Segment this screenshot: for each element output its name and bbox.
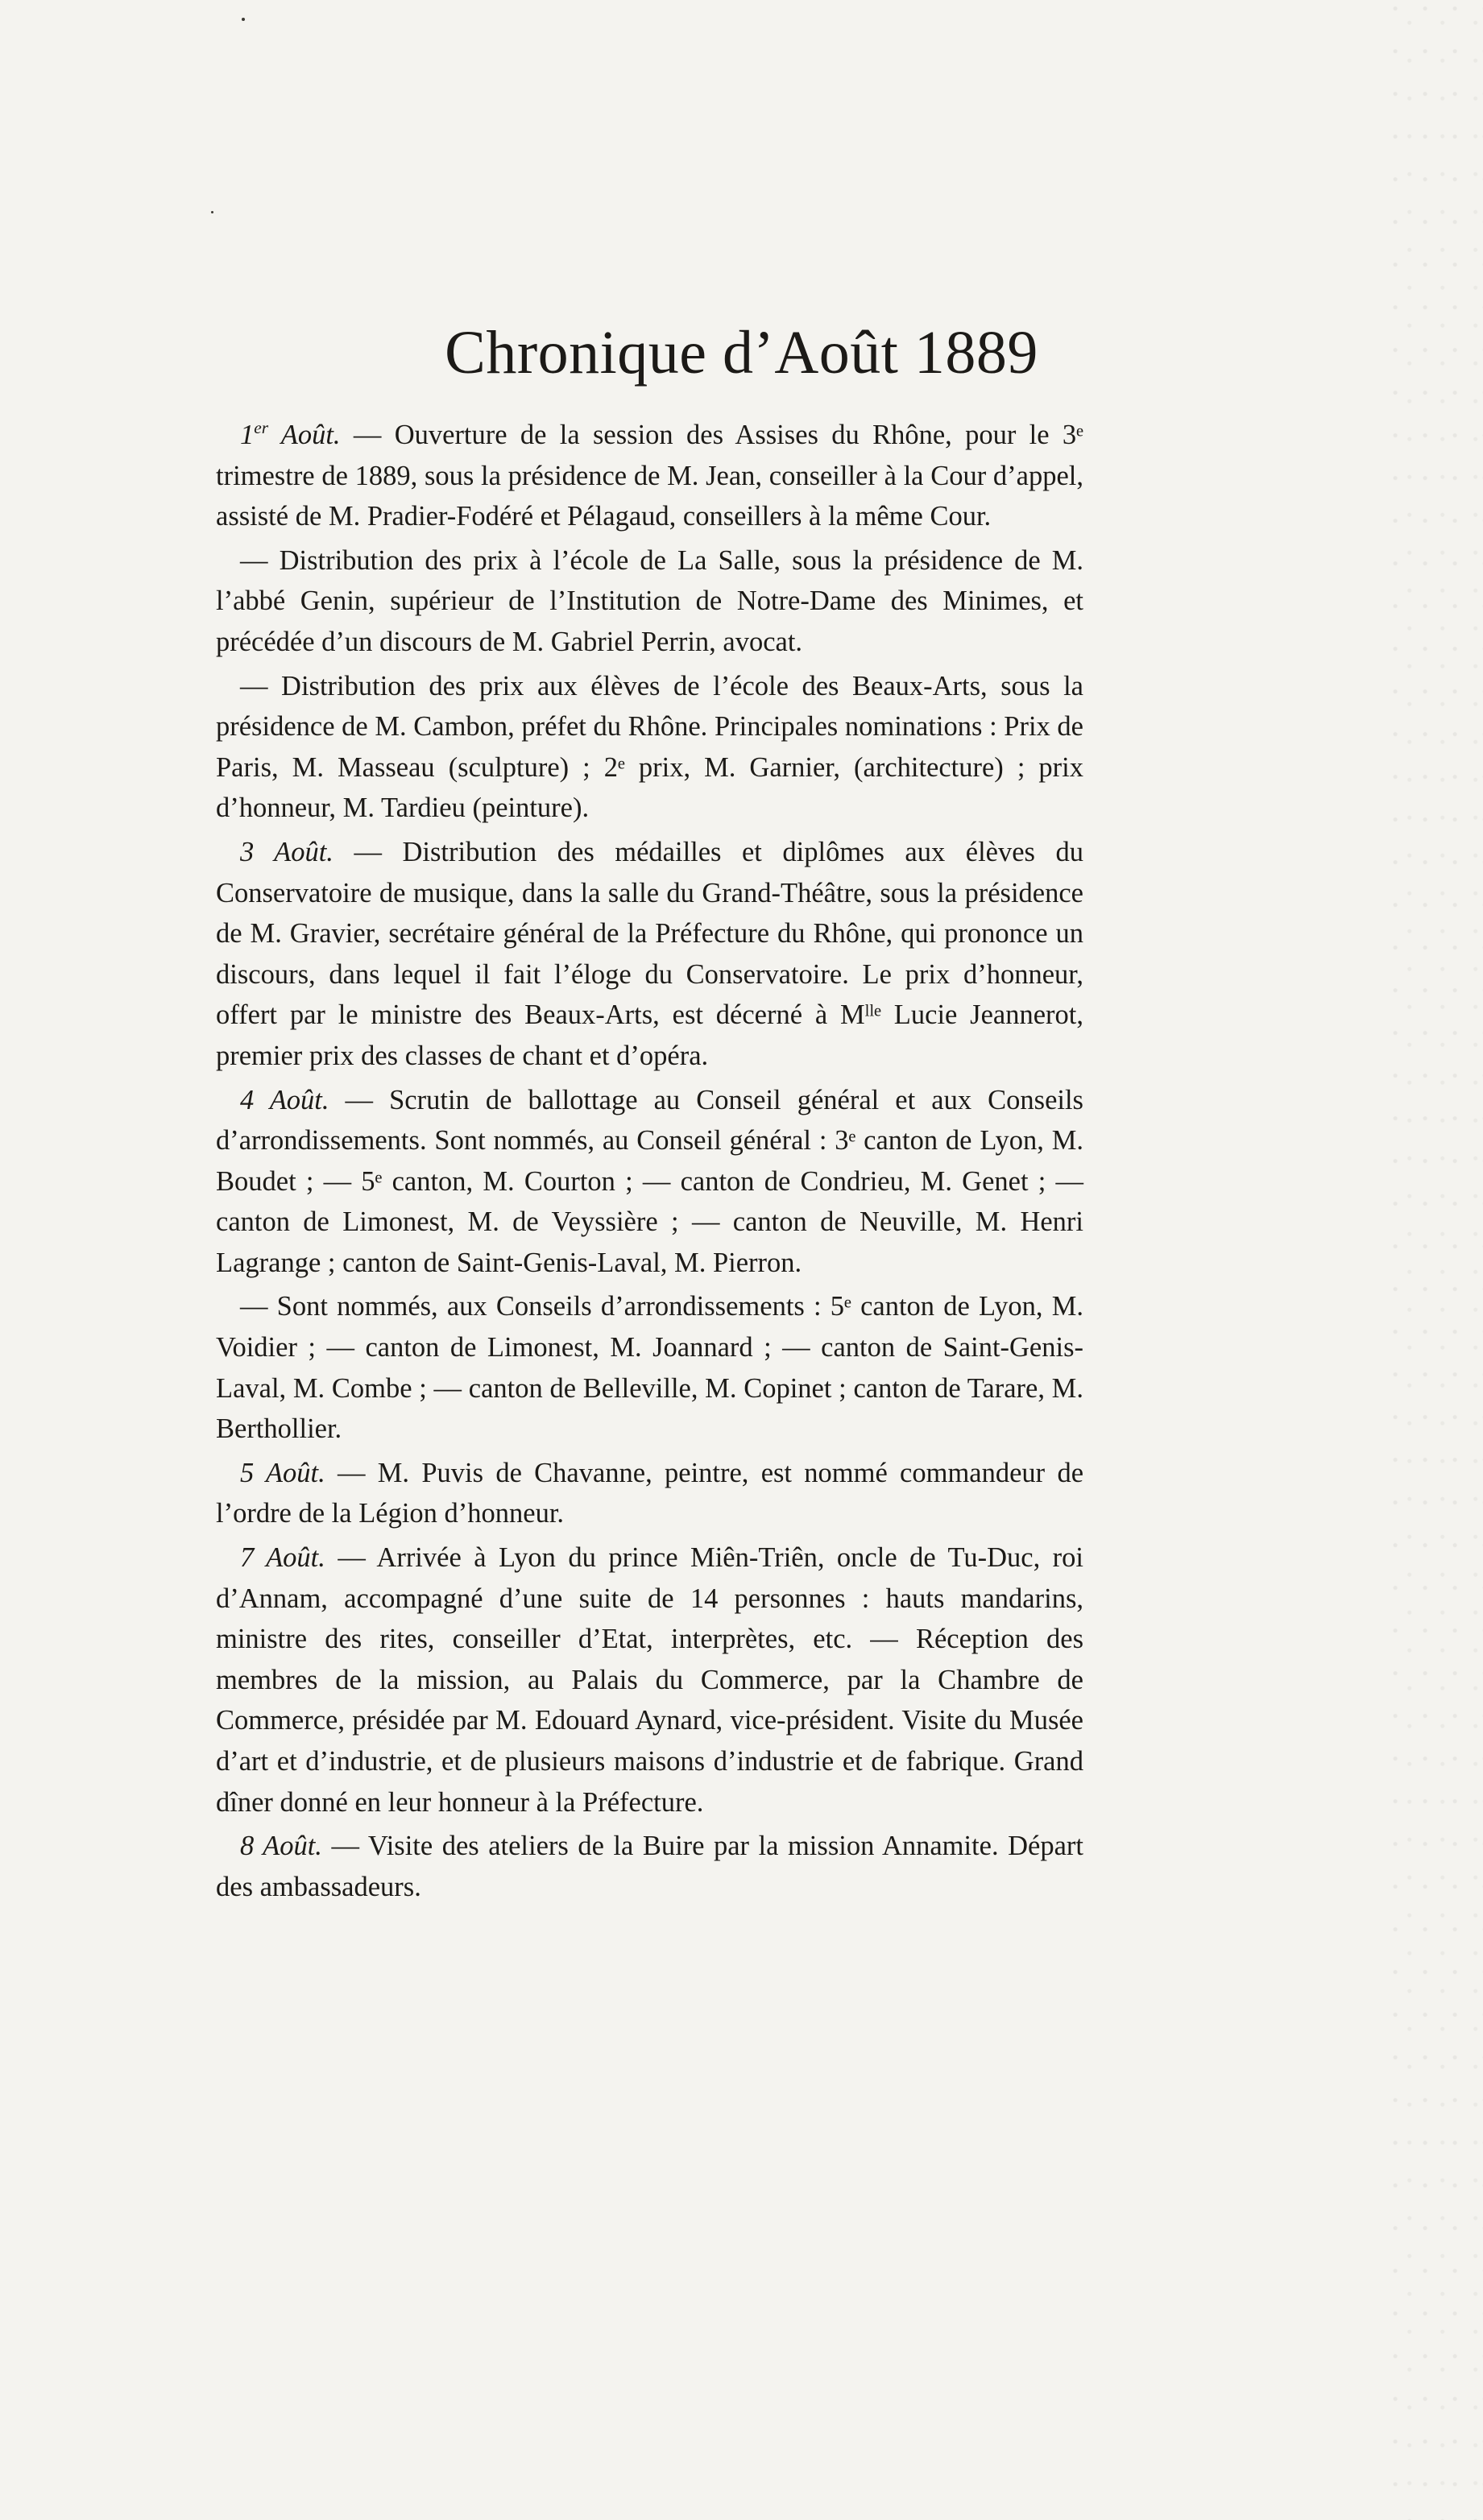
entry-date-month: Août. [268, 420, 341, 450]
entry-5-aout [216, 1453, 1083, 1534]
entry-arrondissements [216, 1286, 1083, 1449]
entry-date: 8 Août. [240, 1831, 322, 1862]
entry-text: — Ouverture de la session des Assises du Rhône, pour le 3ᵉ trimestre de 1889, sous la présidence de M. Jean, conseiller à la Cour d’appel, assisté de M. Pradier-Fodéré et Pélagaud, conseillers à la même Cour. [216, 420, 1083, 532]
entry-7-aout [216, 1537, 1083, 1823]
entry-la-salle [216, 540, 1083, 663]
entry-beaux-arts [216, 666, 1083, 829]
entry-text: — Distribution des médailles et diplômes aux élèves du Conservatoire de musique, dans la salle du Grand-Théâtre, sous la présidence de M. Gravier, secrétaire général de la Préfecture du Rhône, qui prononce un discours, dans lequel il fait l’éloge du Conservatoire. Le prix d’honneur, offert par le ministre des Beaux-Arts, est décerné à Mˡˡᵉ Lucie Jeannerot, premier prix des classes de chant et d’opéra. [216, 836, 1083, 1071]
entry-date: 7 Août. [240, 1542, 325, 1574]
entry-text: — Distribution des prix aux élèves de l’école des Beaux-Arts, sous la présidence de M. Cambon, préfet du Rhône. Principales nominations : Prix de Paris, M. Masseau (sculpture) ; 2ᵉ prix, M. Garnier, (architecture) ; prix d’honneur, M. Tardieu (peinture). [216, 670, 1083, 824]
entry-date: 4 Août. [240, 1084, 329, 1115]
print-speck [242, 18, 245, 21]
print-speck [211, 211, 213, 213]
entry-date: 5 Août. [240, 1457, 325, 1488]
entry-date-number: 1 [240, 420, 255, 450]
entry-3-aout [216, 832, 1083, 1077]
entry-text: — Arrivée à Lyon du prince Miên-Triên, oncle de Tu-Duc, roi d’Annam, accompagné d’une suite de 14 personnes : hauts mandarins, ministre des rites, conseiller d’Etat, interprètes, etc. — Réception des membres de la mission, au Palais du Commerce, par la Chambre de Commerce, présidée par M. Edouard Aynard, vice-président. Visite du Musée d’art et d’industrie, et de plusieurs maisons d’industrie et de fabrique. Grand dîner donné en leur honneur à la Préfecture. [216, 1542, 1083, 1818]
chronicle-text [216, 415, 1083, 1910]
entry-text: — Visite des ateliers de la Buire par la mission Annamite. Départ des ambassadeurs. [216, 1831, 1083, 1902]
entry-date [240, 420, 341, 450]
page-title: Chronique d’Août 1889 [445, 319, 1038, 387]
entry-1-aout [216, 415, 1083, 537]
entry-text: — Distribution des prix à l’école de La Salle, sous la présidence de M. l’abbé Genin, supérieur de l’Institution de Notre-Dame des Minimes, et précédée d’un discours de M. Gabriel Perrin, avocat. [216, 544, 1083, 657]
entry-4-aout [216, 1080, 1083, 1284]
entry-8-aout [216, 1826, 1083, 1907]
entry-text: — M. Puvis de Chavanne, peintre, est nommé commandeur de l’ordre de la Légion d’honneur. [216, 1457, 1084, 1529]
entry-date-sup: er [254, 418, 269, 438]
entry-text: — Sont nommés, aux Conseils d’arrondissements : 5ᵉ canton de Lyon, M. Voidier ; — canton de Limonest, M. Joannard ; — canton de Saint-Genis-Laval, M. Combe ; — canton de Belleville, M. Copinet ; canton de Tarare, M. Berthollier. [216, 1291, 1083, 1445]
entry-text: — Scrutin de ballottage au Conseil général et aux Conseils d’arrondissements. Sont nommés, au Conseil général : 3ᵉ canton de Lyon, M. Boudet ; — 5ᵉ canton, M. Courton ; — canton de Condrieu, M. Genet ; — canton de Limonest, M. de Veyssière ; — canton de Neuville, M. Henri Lagrange ; canton de Saint-Genis-Laval, M. Pierron. [216, 1084, 1083, 1278]
entry-date: 3 Août. [240, 836, 333, 867]
